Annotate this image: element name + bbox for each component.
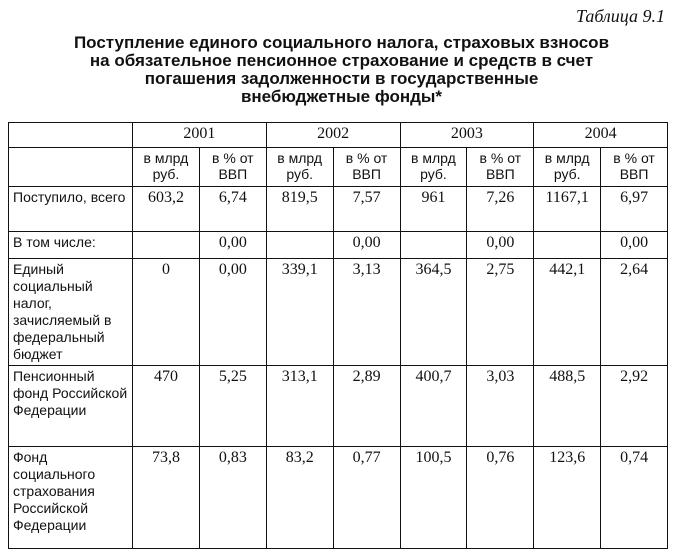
value-cell: 0,77: [333, 447, 400, 549]
value-cell: [400, 232, 467, 259]
value-cell: 3,13: [333, 259, 400, 366]
row-label: Единый социальный налог, зачисляемый в федеральный бюджет: [9, 259, 133, 366]
value-cell: 313,1: [266, 366, 333, 447]
value-cell: 7,26: [467, 187, 534, 232]
value-cell: 2,89: [333, 366, 400, 447]
value-cell: 2,92: [601, 366, 668, 447]
value-cell: 123,6: [534, 447, 601, 549]
sub-header: в млрд руб.: [133, 148, 200, 187]
value-cell: 819,5: [266, 187, 333, 232]
value-cell: 6,74: [199, 187, 266, 232]
row-label: Фонд социального страхования Российской Федерации: [9, 447, 133, 549]
year-header-row: [9, 123, 668, 148]
year-header: 2001: [133, 123, 267, 148]
value-cell: 442,1: [534, 259, 601, 366]
value-cell: 603,2: [133, 187, 200, 232]
sub-header: в млрд руб.: [534, 148, 601, 187]
value-cell: 7,57: [333, 187, 400, 232]
table-caption: Таблица 9.1: [575, 6, 665, 26]
table-row: [9, 232, 668, 259]
value-cell: 83,2: [266, 447, 333, 549]
value-cell: 0,00: [199, 232, 266, 259]
value-cell: 0,83: [199, 447, 266, 549]
year-header: 2002: [266, 123, 400, 148]
value-cell: 3,03: [467, 366, 534, 447]
sub-header: в млрд руб.: [266, 148, 333, 187]
value-cell: 400,7: [400, 366, 467, 447]
value-cell: 488,5: [534, 366, 601, 447]
year-header: 2003: [400, 123, 534, 148]
title-line: на обязательное пенсионное страхование и средств в счет: [89, 51, 594, 70]
value-cell: 0,00: [467, 232, 534, 259]
value-cell: [133, 232, 200, 259]
value-cell: 1167,1: [534, 187, 601, 232]
table-row: [9, 259, 668, 366]
sub-header: в % от ВВП: [601, 148, 668, 187]
value-cell: [266, 232, 333, 259]
row-label: Пенсионный фонд Российской Федерации: [9, 366, 133, 447]
value-cell: 0,00: [199, 259, 266, 366]
corner-cell: [9, 123, 133, 148]
value-cell: 339,1: [266, 259, 333, 366]
page-title: [0, 34, 683, 106]
value-cell: 0,74: [601, 447, 668, 549]
value-cell: 100,5: [400, 447, 467, 549]
value-cell: 364,5: [400, 259, 467, 366]
table-row: [9, 187, 668, 232]
sub-header: в % от ВВП: [199, 148, 266, 187]
value-cell: 73,8: [133, 447, 200, 549]
row-label: В том числе:: [9, 232, 133, 259]
sub-header: в % от ВВП: [333, 148, 400, 187]
corner-cell: [9, 148, 133, 187]
sub-header: в % от ВВП: [467, 148, 534, 187]
sub-header: в млрд руб.: [400, 148, 467, 187]
value-cell: 0,00: [333, 232, 400, 259]
title-line: погашения задолженности в государственные: [144, 69, 539, 88]
value-cell: 5,25: [199, 366, 266, 447]
value-cell: 961: [400, 187, 467, 232]
value-cell: 2,75: [467, 259, 534, 366]
year-header: 2004: [534, 123, 668, 148]
title-line: Поступление единого социального налога, страховых взносов: [73, 33, 610, 52]
sub-header-row: [9, 148, 668, 187]
row-label: Поступило, всего: [9, 187, 133, 232]
value-cell: 6,97: [601, 187, 668, 232]
value-cell: 0,76: [467, 447, 534, 549]
value-cell: [534, 232, 601, 259]
title-line: внебюджетные фонды*: [240, 87, 443, 106]
revenue-table: [8, 122, 668, 549]
value-cell: 470: [133, 366, 200, 447]
value-cell: 0,00: [601, 232, 668, 259]
value-cell: 0: [133, 259, 200, 366]
value-cell: 2,64: [601, 259, 668, 366]
table-row: [9, 366, 668, 447]
table-row: [9, 447, 668, 549]
